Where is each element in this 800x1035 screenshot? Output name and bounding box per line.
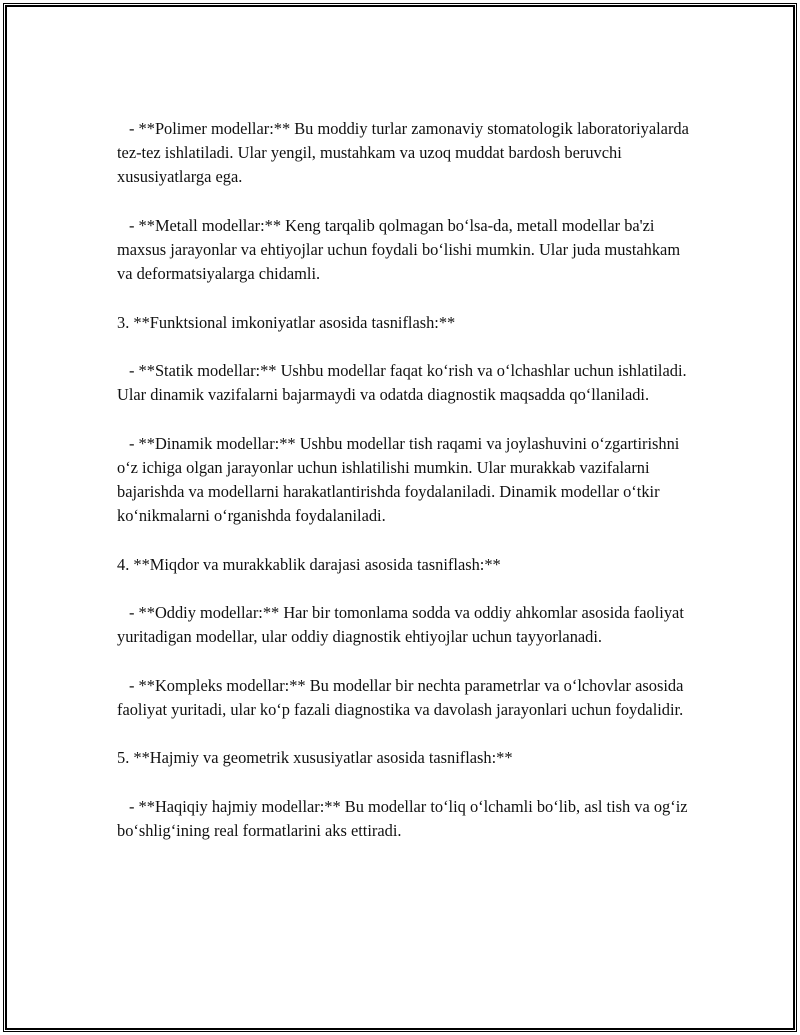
- paragraph-statik-modellar: - **Statik modellar:** Ushbu modellar faqat ko‘rish va o‘lchashlar uchun ishlatiladi. Ular dinamik vazifalarni bajarmaydi va odatda diagnostik maqsadda qo‘llaniladi.: [117, 360, 687, 405]
- paragraph-metall-modellar: - **Metall modellar:** Keng tarqalib qolmagan bo‘lsa-da, metall modellar ba'zi maxsus jarayonlar va ehtiyojlar uchun foydali bo‘lishi mumkin. Ular juda mustahkam va deformatsiyalarga chidamli.: [117, 215, 681, 284]
- paragraph-dinamik-modellar: - **Dinamik modellar:** Ushbu modellar tish raqami va joylashuvini o‘zgartirishni o‘z ichiga olgan jarayonlar uchun ishlatilishi mumkin. Ular murakkab vazifalarni bajarishda va modellarni harakatlantirishda foydalaniladi. Dinamik modellar o‘tkir ko‘nikmalarni o‘rganishda foydalaniladi.: [117, 433, 680, 526]
- paragraph-haqiqiy-hajmiy-modellar: - **Haqiqiy hajmiy modellar:** Bu modellar to‘liq o‘lchamli bo‘lib, asl tish va og‘iz bo‘shlig‘ining real formatlarini aks ettiradi.: [117, 796, 688, 840]
- heading-miqdor-tasniflash: 4. **Miqdor va murakkablik darajasi asosida tasniflash:**: [117, 554, 501, 574]
- heading-funktsional-tasniflash: 3. **Funktsional imkoniyatlar asosida tasniflash:**: [117, 312, 456, 332]
- document-body: [117, 117, 692, 867]
- paragraph-kompleks-modellar: - **Kompleks modellar:** Bu modellar bir nechta parametrlar va o‘lchovlar asosida faoliyat yuritadi, ular ko‘p fazali diagnostika va davolash jarayonlari uchun foydalidir.: [117, 675, 684, 719]
- paragraph-polimer-modellar: - **Polimer modellar:** Bu moddiy turlar zamonaviy stomatologik laboratoriyalarda tez-tez ishlatiladi. Ular yengil, mustahkam va uzoq muddat bardosh beruvchi xususiyatlarga ega.: [117, 119, 689, 187]
- paragraph-oddiy-modellar: - **Oddiy modellar:** Har bir tomonlama sodda va oddiy ahkomlar asosida faoliyat yuritadigan modellar, ular oddiy diagnostik ehtiyojlar uchun tayyorlanadi.: [117, 602, 684, 647]
- heading-hajmiy-tasniflash: 5. **Hajmiy va geometrik xususiyatlar asosida tasniflash:**: [117, 748, 513, 768]
